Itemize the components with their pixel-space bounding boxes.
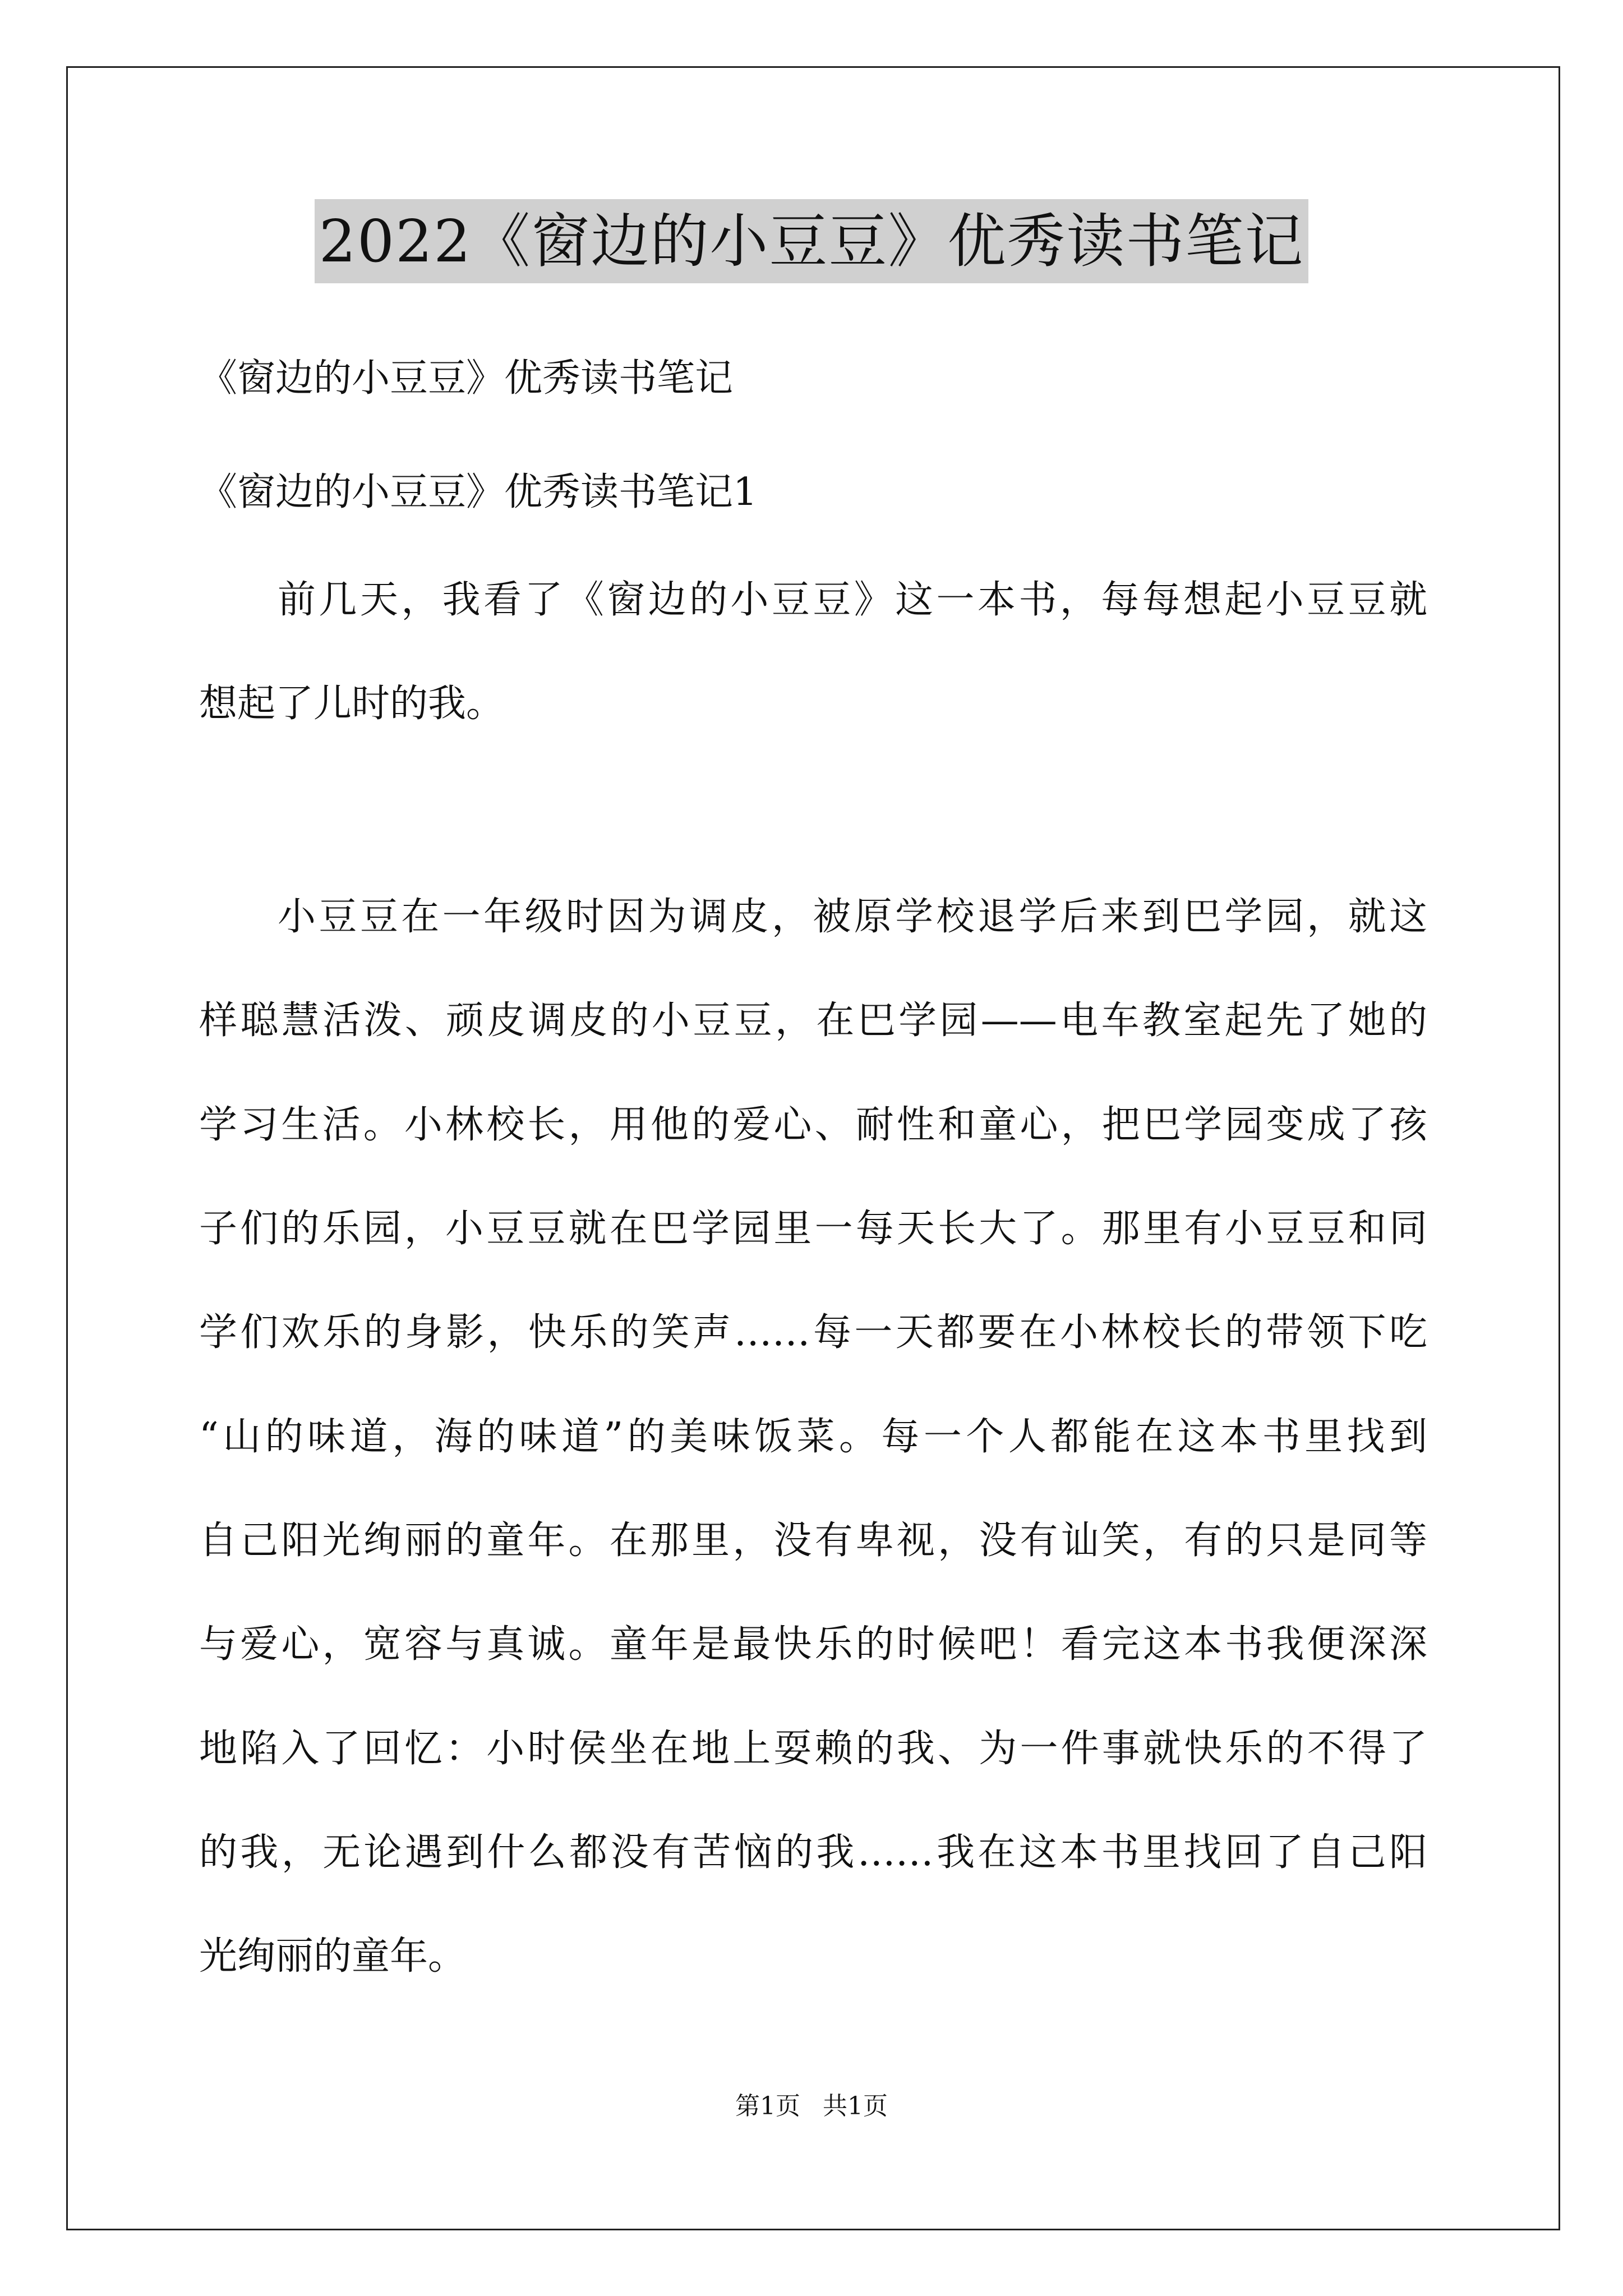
paragraph-2-line: 样聪慧活泼、顽皮调皮的小豆豆，在巴学园——电车教室起先了她的 — [199, 999, 1427, 1043]
subheading-book-notes-1: 《窗边的小豆豆》优秀读书笔记1 — [199, 470, 758, 514]
paragraph-2-line: 光绚丽的童年。 — [199, 1934, 467, 1978]
subheading-book-notes: 《窗边的小豆豆》优秀读书笔记 — [199, 356, 734, 401]
page-number-current: 第1页 — [735, 2092, 800, 2120]
paragraph-2-line: 自己阳光绚丽的童年。在那里，没有卑视，没有讪笑，有的只是同等 — [199, 1519, 1427, 1563]
paragraph-2-line: “山的味道，海的味道”的美味饭菜。每一个人都能在这本书里找到 — [199, 1415, 1427, 1459]
paragraph-2-line: 地陷入了回忆：小时侯坐在地上耍赖的我、为一件事就快乐的不得了 — [199, 1727, 1427, 1771]
paragraph-2-line: 学们欢乐的身影，快乐的笑声……每一天都要在小林校长的带领下吃 — [199, 1310, 1427, 1355]
page-number-total: 共1页 — [823, 2092, 888, 2120]
paragraph-2-line: 子们的乐园，小豆豆就在巴学园里一每天长大了。那里有小豆豆和同 — [199, 1207, 1427, 1251]
paragraph-1-line: 想起了儿时的我。 — [199, 682, 505, 726]
paragraph-1-line: 前几天，我看了《窗边的小豆豆》这一本书，每每想起小豆豆就 — [278, 578, 1427, 622]
paragraph-2-line: 小豆豆在一年级时因为调皮，被原学校退学后来到巴学园，就这 — [278, 895, 1427, 939]
title-container — [0, 199, 1623, 283]
paragraph-2-line: 学习生活。小林校长，用他的爱心、耐性和童心，把巴学园变成了孩 — [199, 1103, 1427, 1147]
page-footer — [0, 2090, 1623, 2123]
paragraph-2-line: 与爱心，宽容与真诚。童年是最快乐的时候吧！看完这本书我便深深 — [199, 1622, 1427, 1667]
document-title: 2022《窗边的小豆豆》优秀读书笔记 — [315, 199, 1309, 283]
paragraph-2-line: 的我，无论遇到什么都没有苦恼的我……我在这本书里找回了自己阳 — [199, 1830, 1427, 1875]
